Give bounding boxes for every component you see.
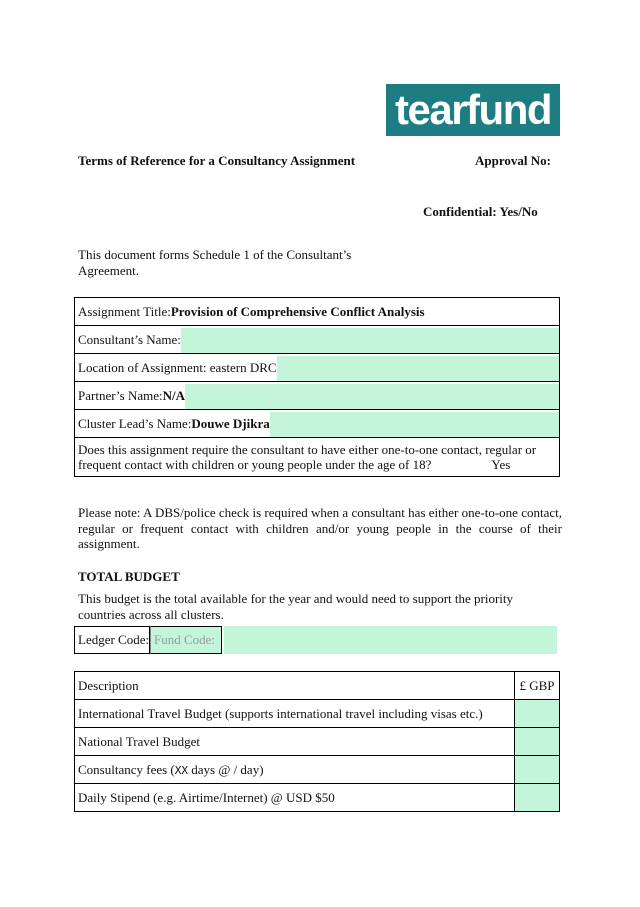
location-label: Location of Assignment: eastern DRC — [78, 359, 277, 375]
budget-row — [75, 728, 560, 756]
approval-number-label: Approval No: — [475, 153, 551, 168]
document-title: Terms of Reference for a Consultancy Assignment — [78, 153, 356, 168]
partner-name-input[interactable] — [185, 384, 559, 409]
fund-code-input[interactable]: Fund Code: — [150, 626, 222, 654]
dbs-note: Please note: A DBS/police check is required when a consultant has either one-to-one contact, regular or frequent contact with children and/or young people in the course of their assignment. — [78, 505, 562, 551]
children-contact-question-text: Does this assignment require the consultant to have either one-to-one contact, regular or frequent contact with children or young people under the age of 18? — [78, 442, 537, 472]
consultant-name-row — [75, 326, 560, 354]
partner-name-row — [75, 382, 560, 410]
cluster-lead-label: Cluster Lead’s Name: — [78, 415, 192, 431]
location-row — [75, 354, 560, 382]
budget-amount-input[interactable] — [515, 728, 559, 755]
cluster-lead-row — [75, 410, 560, 438]
fees-days-placeholder: XX — [174, 763, 189, 777]
partner-name-label: Partner’s Name: — [78, 387, 163, 403]
partner-name-value: N/A — [162, 387, 185, 403]
budget-heading: TOTAL BUDGET — [78, 569, 180, 584]
ledger-code-label: Ledger Code: — [74, 626, 150, 654]
intro-paragraph: This document forms Schedule 1 of the Consultant’s Agreement. — [78, 247, 352, 278]
budget-row — [75, 700, 560, 728]
children-contact-question — [75, 438, 559, 476]
assignment-title-field — [75, 298, 425, 325]
description-header: Description — [75, 672, 515, 700]
partner-name-field — [75, 382, 185, 409]
budget-row-description: International Travel Budget (supports international travel including visas etc.) — [75, 700, 515, 728]
assignment-info-table — [74, 297, 560, 477]
budget-amount-input[interactable] — [515, 700, 559, 727]
budget-row-description: Daily Stipend (e.g. Airtime/Internet) @ USD $50 — [75, 784, 515, 812]
budget-row-description — [75, 756, 515, 784]
budget-row-description: National Travel Budget — [75, 728, 515, 756]
budget-amount-input[interactable] — [515, 756, 559, 783]
consultant-name-input[interactable] — [181, 328, 559, 353]
consultant-name-label: Consultant’s Name: — [78, 331, 181, 347]
budget-row — [75, 756, 560, 784]
budget-table — [74, 671, 560, 812]
children-contact-answer: Yes — [491, 457, 511, 472]
cluster-lead-field — [75, 410, 270, 437]
fund-code-fill[interactable] — [224, 626, 557, 654]
location-input[interactable] — [277, 356, 559, 381]
confidential-label: Confidential: Yes/No — [423, 204, 538, 219]
cluster-lead-input[interactable] — [270, 412, 559, 437]
assignment-title-value: Provision of Comprehensive Conflict Analysis — [170, 303, 425, 319]
gbp-header: £ GBP — [515, 672, 560, 700]
budget-header-row — [75, 672, 560, 700]
budget-row — [75, 784, 560, 812]
budget-description: This budget is the total available for the year and would need to support the priority countries across all clusters. — [78, 591, 514, 622]
cluster-lead-value: Douwe Djikra — [191, 415, 270, 431]
assignment-title-row — [75, 298, 560, 326]
fees-prefix: Consultancy fees ( — [78, 761, 175, 777]
assignment-title-label: Assignment Title: — [78, 303, 171, 319]
budget-amount-input[interactable] — [515, 784, 559, 811]
fees-suffix: days @ / day) — [188, 761, 264, 777]
children-contact-row — [75, 438, 560, 477]
tearfund-logo: tearfund — [386, 84, 560, 136]
